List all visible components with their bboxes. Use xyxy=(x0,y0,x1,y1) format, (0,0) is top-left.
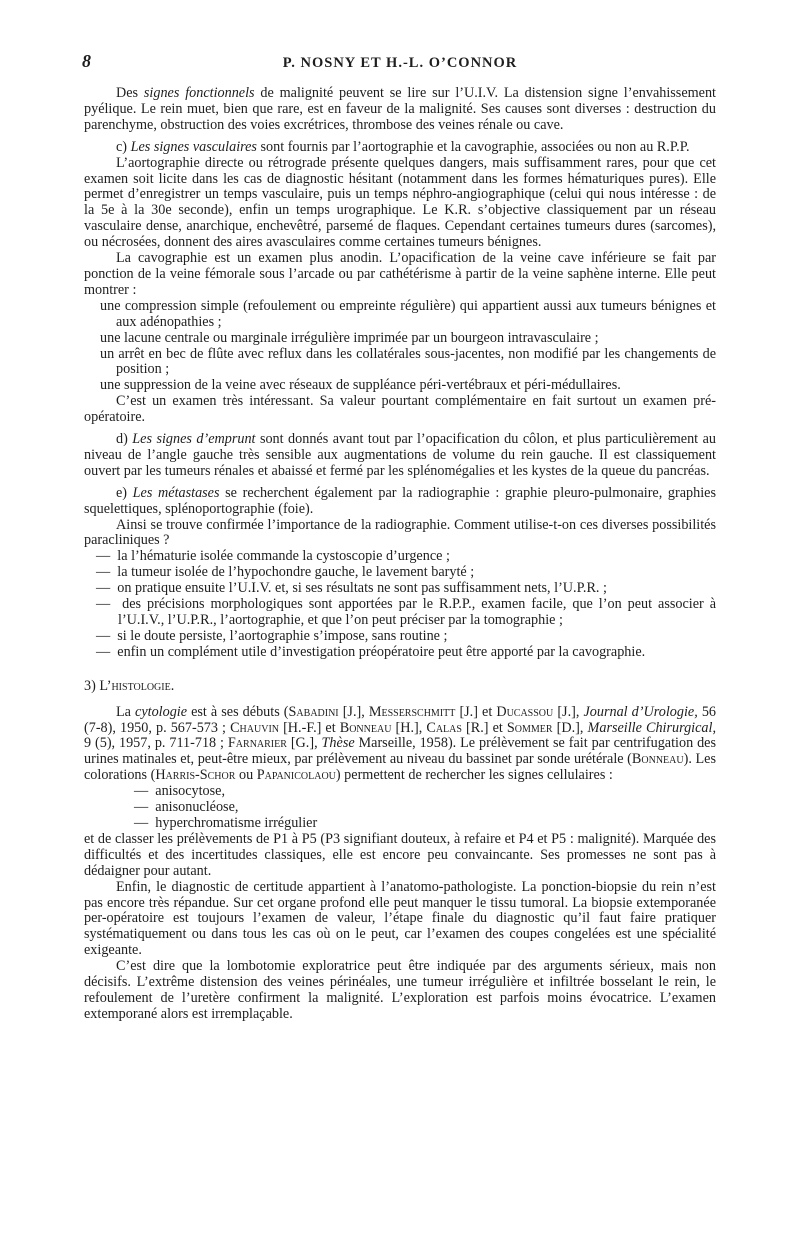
list-item: — si le doute persiste, l’aortographie s’impose, sans routine ; xyxy=(96,627,448,644)
paragraph-signes-fonctionnels: Des signes fonctionnels de malignité peuvent se lire sur l’U.I.V. La distension signe l’envahissement pyélique. Le rein muet, bien que rare, est en faveur de la malignité. Ses causes sont diverses : destruction du parenchyme, obstruction des voies excrétrices, thrombose des veines rénale ou cave. xyxy=(84,85,716,133)
list-item: un arrêt en bec de flûte avec reflux dans les collatérales sous-jacentes, non modifié par les changements de position ; xyxy=(100,345,716,378)
paraclinical-steps-list xyxy=(84,549,716,660)
paragraph-signes-emprunt: d) Les signes d’emprunt sont donnés avant tout par l’opacification du côlon, et plus particulièrement au niveau de l’angle gauche très sensible aux augmentations de volume du rein gauche. Il est classiquement ouvert par les tumeurs rénales et abaissé et fermé par les splénomégalies et les kystes de la queue du pancréas. xyxy=(84,431,716,479)
list-item: une suppression de la veine avec réseaux de suppléance péri-vertébraux et péri-médullaires. xyxy=(100,377,621,394)
page-header xyxy=(82,51,716,76)
list-item: — des précisions morphologiques sont apportées par le R.P.P., examen facile, que l’on peut associer à l’U.I.V., l’U.P.R., l’aortographie, et que l’on peut préciser par la tomographie ; xyxy=(96,596,716,628)
list-item: — anisocytose, xyxy=(134,783,226,800)
section-heading-histologie: 3) L’histologie. xyxy=(84,677,175,694)
paragraph-aortographie: L’aortographie directe ou rétrograde présente quelques dangers, mais suffisamment rares, pour que cet examen soit licite dans les cas de diagnostic hésitant (notamment dans les formes hématuriques pures). Elle permet d’enregistrer un temps vasculaire, puis un temps néphro-angiographique (celui qui nous intéresse : de la 5e à la 30e seconde), enfin un temps urographique. Le K.R. s’objective classiquement par un réseau vasculaire dense, anarchique, enchevêtré, parsemé de flaques. Cependant certaines tumeurs dures (sarcomes), ou nécrosées, donnent des aires avasculaires comme certaines tumeurs bénignes. xyxy=(84,154,716,251)
paragraph-cavographie: La cavographie est un examen plus anodin. L’opacification de la veine cave inférieure se fait par ponction de la veine fémorale sous l’arcade ou par cathétérisme à partir de la veine saphène interne. Elle peut montrer : xyxy=(84,250,716,298)
page xyxy=(82,51,717,1023)
paragraph-classification: et de classer les prélèvements de P1 à P5 (P3 signifiant douteux, à refaire et P4 et P5 : malignité). Marquée des difficultés et des incertitudes classiques, elle est encore peu convaincante. Ses promesses ne sont pas à dédaigner pour autant. xyxy=(84,830,716,879)
paragraph-lombotomie: C’est dire que la lombotomie exploratrice peut être indiquée par des arguments sérieux, mais non décisifs. L’extrême distension des veines périnéales, une tumeur irrégulière et infiltrée bosselant le rein, le refoulement de l’uretère confirment la malignité. L’exploration est parfois moins évocatrice. L’examen extemporané alors est irremplaçable. xyxy=(84,958,716,1022)
paragraph-importance-radiographie: Ainsi se trouve confirmée l’importance de la radiographie. Comment utilise-t-on ces diverses possibilités paracliniques ? xyxy=(84,516,716,549)
paragraph-metastases: e) Les métastases se recherchent également par la radiographie : graphie pleuro-pulmonaire, graphies squelettiques, splénoportographie (foie). xyxy=(84,484,716,517)
paragraph-diagnostic-certitude: Enfin, le diagnostic de certitude appartient à l’anatomo-pathologiste. La ponction-biopsie du rein n’est pas encore très répandue. Sur cet organe profond elle peut manquer le tissu tumoral. La biopsie extemporanée per-opératoire est toujours l’examen de valeur, l’étape finale du diagnostic qu’il faut faire pratiquer systématiquement ou dans tous les cas où on le peut, car l’examen des coupes congelées est une spécialité exigeante. xyxy=(84,878,716,959)
cavographie-findings-list xyxy=(84,299,716,394)
cellular-signs-list xyxy=(84,784,716,832)
paragraph-examen-interessant: C’est un examen très intéressant. Sa valeur pourtant complémentaire en fait surtout un examen pré-opératoire. xyxy=(84,393,716,426)
paragraph-cytologie: La cytologie est à ses débuts (Sabadini [J.], Messerschmitt [J.] et Ducassou [J.], Journal d’Urologie, 56 (7-8), 1950, p. 567-573 ; Chauvin [H.-F.] et Bonneau [H.], Calas [R.] et Sommer [D.], Marseille Chirurgical, 9 (5), 1957, p. 711-718 ; Farnarier [G.], Thèse Marseille, 1958). Le prélèvement se fait par centrifugation des urines matinales et, peut-être mieux, par prélèvement au niveau du bassinet par sonde urétérale (Bonneau). Les colorations (Harris-Schor ou Papanicolaou) permettent de rechercher les signes cellulaires : xyxy=(84,703,717,784)
list-item: — enfin un complément utile d’investigation préopératoire peut être apporté par la cavographie. xyxy=(96,643,646,660)
list-item: — la tumeur isolée de l’hypochondre gauche, le lavement baryté ; xyxy=(96,564,475,581)
paragraph-signes-vasculaires: c) Les signes vasculaires sont fournis par l’aortographie et la cavographie, associées ou non au R.P.P. xyxy=(116,138,690,155)
list-item: — anisonucléose, xyxy=(134,799,239,816)
list-item: une lacune centrale ou marginale irrégulière imprimée par un bourgeon intravasculaire ; xyxy=(100,329,599,346)
list-item: — on pratique ensuite l’U.I.V. et, si ses résultats ne sont pas suffisamment nets, l’U.P.R. ; xyxy=(96,580,607,597)
list-item: — hyperchromatisme irrégulier xyxy=(134,814,318,831)
page-number: 8 xyxy=(82,51,91,71)
running-head: P. NOSNY ET H.-L. O’CONNOR xyxy=(282,55,518,71)
list-item: — la l’hématurie isolée commande la cystoscopie d’urgence ; xyxy=(96,548,450,565)
list-item: une compression simple (refoulement ou empreinte régulière) qui appartient aussi aux tumeurs bénignes et aux adénopathies ; xyxy=(100,297,716,330)
